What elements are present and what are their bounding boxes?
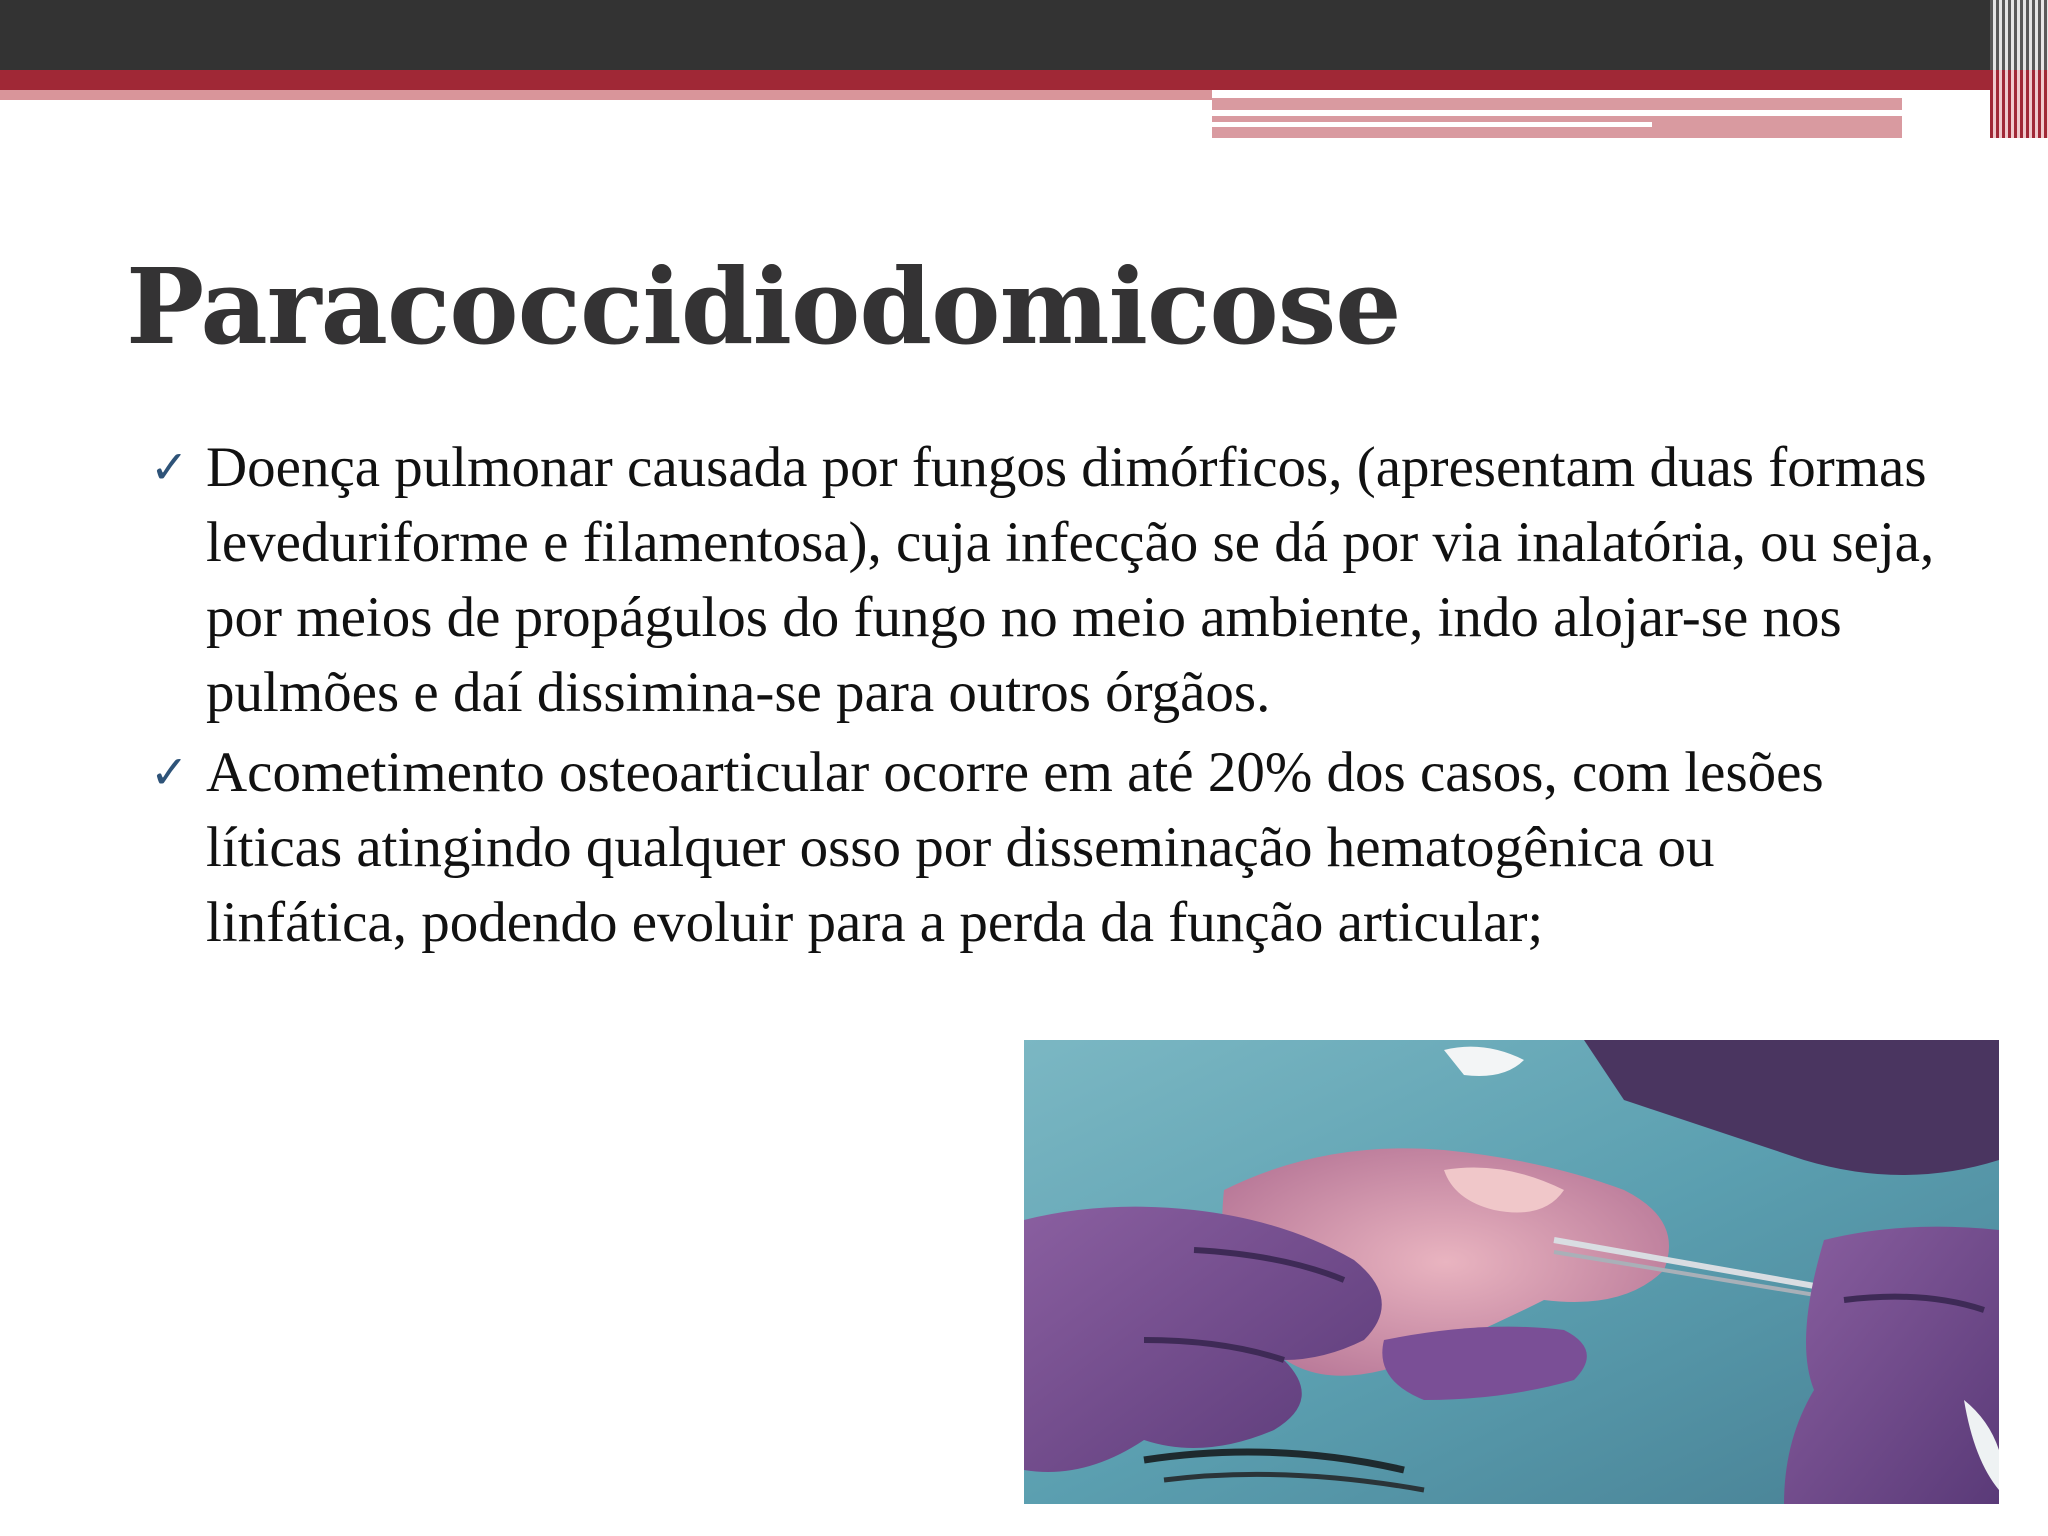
header-dark-bar bbox=[0, 0, 2048, 70]
header-white-line-short bbox=[1212, 122, 1652, 127]
checkmark-icon: ✓ bbox=[150, 745, 189, 799]
header-pink-band-right bbox=[1212, 98, 1902, 138]
header-red-band bbox=[0, 70, 2000, 90]
bullet-text: Acometimento osteoarticular ocorre em até 20% dos casos, com lesões líticas atingindo qualquer osso por disseminação hematogênica ou linfática, podendo evoluir para a perda da função articular; bbox=[206, 741, 1824, 954]
header-white-line bbox=[1212, 110, 1902, 116]
bullet-list bbox=[150, 430, 1980, 965]
clinical-photo bbox=[1024, 1040, 1999, 1504]
header-pink-band-left bbox=[0, 90, 1212, 100]
slide-title: Paracoccidiodomicose bbox=[126, 245, 1401, 368]
bullet-item-2 bbox=[150, 735, 1980, 960]
bullet-text: Doença pulmonar causada por fungos dimórficos, (apresentam duas formas leveduriforme e filamentosa), cuja infecção se dá por via inalatória, ou seja, por meios de propágulos do fungo no meio ambiente, indo alojar-se nos pulmões e daí dissimina-se para outros órgãos. bbox=[206, 436, 1935, 724]
checkmark-icon: ✓ bbox=[150, 440, 189, 494]
bullet-item-1 bbox=[150, 430, 1980, 730]
header-stripe-decoration-red bbox=[1990, 70, 2048, 138]
